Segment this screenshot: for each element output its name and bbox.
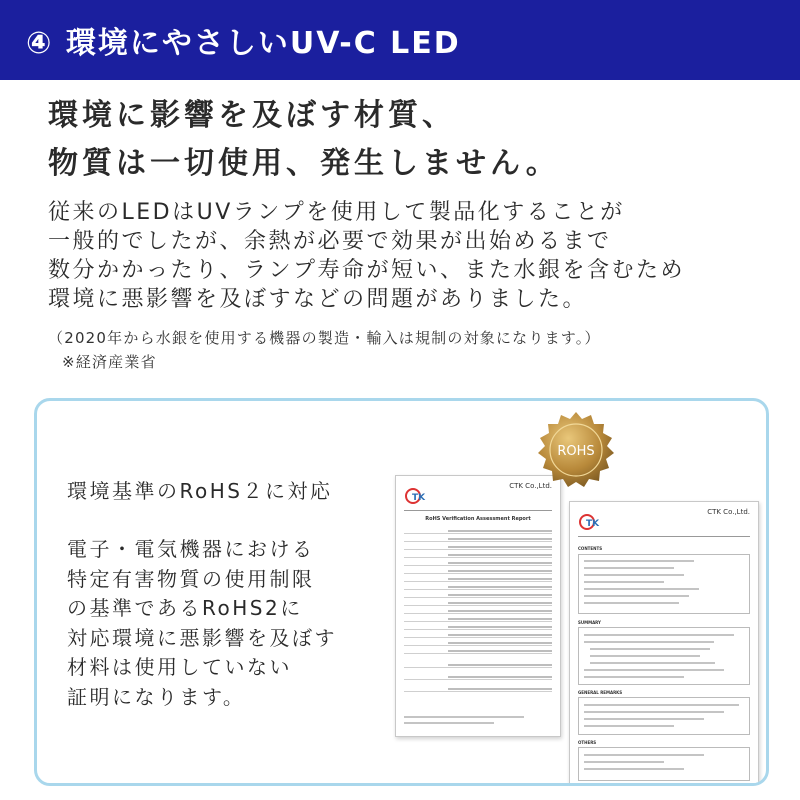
summary-line xyxy=(584,641,714,643)
description-line: 電子・電気機器における xyxy=(67,537,315,561)
doc-row xyxy=(404,648,552,654)
others-line xyxy=(584,761,664,763)
description-line: の基準であるRoHS2に xyxy=(67,596,303,620)
doc-divider xyxy=(578,536,750,537)
summary-line xyxy=(584,634,734,636)
contents-row xyxy=(584,574,684,576)
remark-line xyxy=(584,725,674,727)
others-box xyxy=(578,747,750,781)
summary-title: SUMMARY xyxy=(578,620,601,625)
note-line: （2020年から水銀を使用する機器の製造・輸入は規制の対象になります。） xyxy=(48,329,601,347)
doc-row xyxy=(404,640,552,646)
contents-row xyxy=(584,595,689,597)
contents-row xyxy=(584,602,679,604)
doc-row xyxy=(404,584,552,590)
contents-company: CTK Co.,Ltd. xyxy=(707,508,750,516)
svg-text:TK: TK xyxy=(586,519,600,529)
doc-divider xyxy=(404,510,552,511)
rohs-description xyxy=(67,535,397,712)
others-title: OTHERS xyxy=(578,740,597,745)
remark-line xyxy=(584,718,704,720)
body-line: 従来のLEDはUVランプを使用して製品化することが xyxy=(48,200,625,225)
report-company: CTK Co.,Ltd. xyxy=(509,482,552,490)
doc-row xyxy=(404,600,552,606)
general-remarks-title: GENERAL REMARKS xyxy=(578,690,623,695)
doc-row xyxy=(404,544,552,550)
headline-line: 環境に影響を及ぼす材質、 xyxy=(48,98,456,133)
doc-row xyxy=(404,662,552,668)
ctk-logo-icon xyxy=(404,486,434,506)
doc-row xyxy=(404,616,552,622)
summary-line xyxy=(584,669,724,671)
rohs-report-document xyxy=(395,475,561,737)
doc-footnote-line xyxy=(404,722,494,724)
regulation-note xyxy=(48,326,768,374)
body-line: 環境に悪影響を及ぼすなどの問題がありました。 xyxy=(48,287,588,312)
description-line: 証明になります。 xyxy=(67,684,246,709)
doc-row xyxy=(404,608,552,614)
contents-row xyxy=(584,581,664,583)
remark-line xyxy=(584,704,739,706)
rohs-contents-document xyxy=(569,501,759,786)
remark-line xyxy=(584,711,724,713)
summary-line xyxy=(590,655,700,657)
summary-line xyxy=(584,676,684,678)
doc-row xyxy=(404,576,552,582)
doc-row xyxy=(404,552,552,558)
description-line: 特定有害物質の使用制限 xyxy=(67,566,315,591)
others-line xyxy=(584,768,684,770)
rohs-seal-icon xyxy=(537,411,615,489)
body-paragraph xyxy=(48,198,768,314)
summary-line xyxy=(590,662,715,664)
contents-row xyxy=(584,588,699,590)
doc-row xyxy=(404,592,552,598)
summary-line xyxy=(590,648,710,650)
body-line: 数分かかったり、ランプ寿命が短い、また水銀を含むため xyxy=(48,258,686,283)
report-title: RoHS Verification Assessment Report xyxy=(425,516,531,522)
rohs-heading: 環境基準のRoHS２に対応 xyxy=(67,479,333,503)
svg-text:TK: TK xyxy=(412,493,426,503)
doc-row xyxy=(404,560,552,566)
others-line xyxy=(584,754,704,756)
doc-row xyxy=(404,568,552,574)
header-band xyxy=(0,0,800,80)
contents-row xyxy=(584,560,694,562)
contents-row xyxy=(584,567,674,569)
headline xyxy=(48,92,768,188)
description-line: 材料は使用していない xyxy=(67,655,292,679)
doc-row xyxy=(404,624,552,630)
doc-row xyxy=(404,536,552,542)
note-source: ※経済産業省 xyxy=(62,353,157,371)
section-title: ④ 環境にやさしいUV-C LED xyxy=(26,26,461,61)
contents-title: CONTENTS xyxy=(578,546,603,551)
description-line: 対応環境に悪影響を及ぼす xyxy=(67,625,337,650)
rohs-info-box xyxy=(34,398,769,786)
body-line: 一般的でしたが、余熱が必要で効果が出始めるまで xyxy=(48,229,612,254)
contents-table xyxy=(578,554,750,614)
doc-row xyxy=(404,674,552,680)
headline-line: 物質は一切使用、発生しません。 xyxy=(48,146,560,181)
general-remarks-box xyxy=(578,697,750,735)
doc-footnote-line xyxy=(404,716,524,718)
doc-row xyxy=(404,632,552,638)
doc-row xyxy=(404,686,552,692)
ctk-logo-icon xyxy=(578,512,608,532)
doc-row xyxy=(404,528,552,534)
seal-label: ROHS xyxy=(557,444,595,459)
